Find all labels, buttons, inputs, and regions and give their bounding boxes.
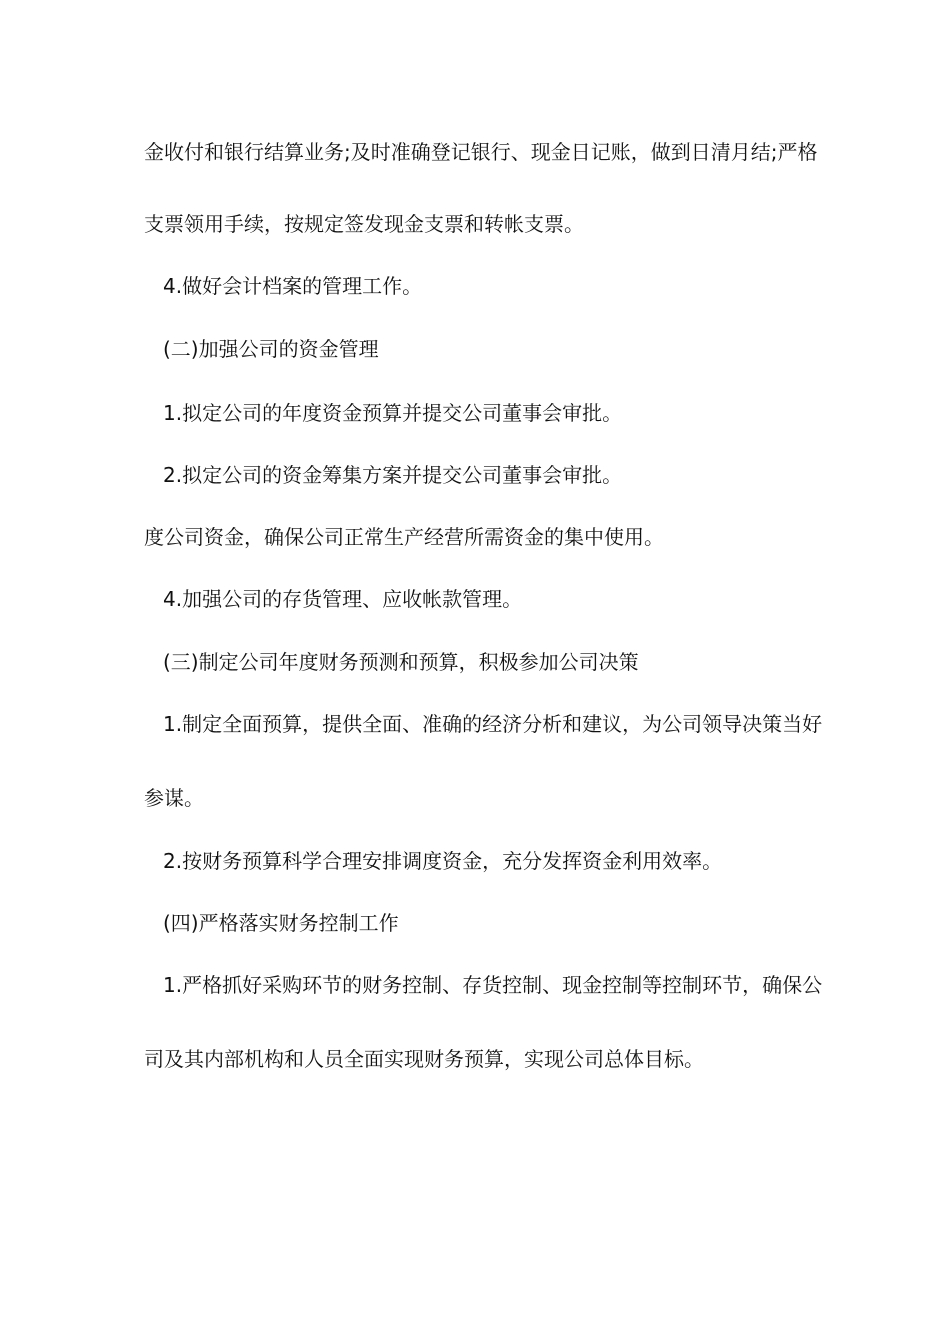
section-heading: (二)加强公司的资金管理 <box>163 337 379 361</box>
paragraph-line: 金收付和银行结算业务;及时准确登记银行、现金日记账，做到日清月结;严格 <box>144 140 818 164</box>
list-item: 4.加强公司的存货管理、应收帐款管理。 <box>163 587 523 611</box>
paragraph-line: 支票领用手续，按规定签发现金支票和转帐支票。 <box>144 212 584 236</box>
list-item: 2.拟定公司的资金筹集方案并提交公司董事会审批。 <box>163 463 623 487</box>
list-item: 1.拟定公司的年度资金预算并提交公司董事会审批。 <box>163 401 623 425</box>
list-item: 2.按财务预算科学合理安排调度资金，充分发挥资金利用效率。 <box>163 849 723 873</box>
paragraph-line: 司及其内部机构和人员全面实现财务预算，实现公司总体目标。 <box>144 1047 704 1071</box>
section-heading: (四)严格落实财务控制工作 <box>163 911 399 935</box>
section-heading: (三)制定公司年度财务预测和预算，积极参加公司决策 <box>163 650 639 674</box>
list-item: 4.做好会计档案的管理工作。 <box>163 274 423 298</box>
list-item: 1.制定全面预算，提供全面、准确的经济分析和建议，为公司领导决策当好 <box>163 712 823 736</box>
list-item: 1.严格抓好采购环节的财务控制、存货控制、现金控制等控制环节，确保公 <box>163 973 823 997</box>
paragraph-line: 参谋。 <box>144 786 204 810</box>
paragraph-line: 度公司资金，确保公司正常生产经营所需资金的集中使用。 <box>144 525 664 549</box>
